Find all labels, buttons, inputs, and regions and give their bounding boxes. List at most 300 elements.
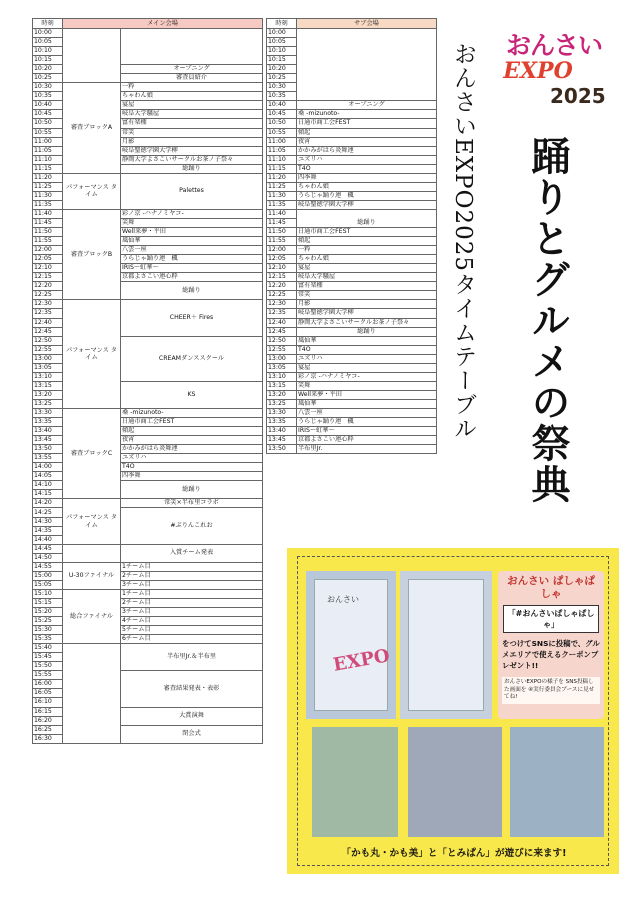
time-cell: 13:10 <box>267 372 297 381</box>
time-cell: 11:00 <box>267 137 297 146</box>
table-row <box>33 300 263 309</box>
block-cell: パフォーマンス タイム <box>63 300 121 409</box>
time-cell: 12:10 <box>267 264 297 273</box>
program-cell: 彩ノ京 -ハナノミヤコ- <box>297 372 437 381</box>
table-row <box>267 282 437 291</box>
program-cell: ちゃわん娘 <box>297 255 437 264</box>
mascot-kamomi-photo <box>408 727 502 837</box>
program-cell: うらじゃ踊り連 楓 <box>121 255 263 264</box>
time-cell: 16:20 <box>33 716 63 725</box>
table-row <box>267 155 437 164</box>
program-cell: ちゃわん娘 <box>297 182 437 191</box>
paper-logo: EXPO <box>331 645 392 676</box>
program-cell: 大賞演舞 <box>121 707 263 725</box>
program-cell: 月影 <box>121 137 263 146</box>
program-cell: 3チーム目 <box>121 608 263 617</box>
block-cell: パフォーマンス タイム <box>63 173 121 209</box>
table-row <box>33 173 263 182</box>
block-cell <box>63 29 121 83</box>
mascot-kamomaru-photo <box>312 727 398 837</box>
expo-logo <box>492 22 616 114</box>
time-cell: 11:55 <box>267 237 297 246</box>
time-cell: 11:20 <box>33 173 63 182</box>
time-cell: 13:20 <box>267 390 297 399</box>
time-cell: 16:15 <box>33 707 63 716</box>
time-cell: 14:20 <box>33 499 63 508</box>
time-cell: 14:15 <box>33 490 63 499</box>
time-cell: 14:05 <box>33 472 63 481</box>
time-cell: 15:10 <box>33 589 63 598</box>
table-row <box>267 300 437 309</box>
table-row <box>267 264 437 273</box>
time-cell: 15:45 <box>33 653 63 662</box>
time-cell: 11:45 <box>33 218 63 227</box>
time-cell: 11:15 <box>33 164 63 173</box>
program-cell: 風仙華 <box>297 399 437 408</box>
time-cell: 13:00 <box>33 354 63 363</box>
block-cell: 審査ブロックC <box>63 408 121 498</box>
time-cell: 12:15 <box>33 273 63 282</box>
program-cell: Well来夢・平田 <box>297 390 437 399</box>
program-cell: 京都よさこい連心粋 <box>121 273 263 282</box>
logo-text: おんさい <box>505 31 602 60</box>
program-cell: 夜宵 <box>297 137 437 146</box>
time-cell: 13:30 <box>33 408 63 417</box>
time-cell: 12:20 <box>33 282 63 291</box>
program-cell: ユズリハ <box>297 155 437 164</box>
time-cell: 14:35 <box>33 526 63 535</box>
table-row <box>267 408 437 417</box>
program-cell: 月影 <box>297 300 437 309</box>
time-cell: 13:35 <box>33 418 63 427</box>
table-row <box>33 544 263 553</box>
block-cell: パフォーマンス タイム <box>63 499 121 544</box>
time-cell: 10:25 <box>267 74 297 83</box>
program-cell: CREAMダンススクール <box>121 336 263 381</box>
pashapasha-hashtag: 「#おんさいぱしゃぱしゃ」 <box>503 605 599 633</box>
program-cell: 2チーム目 <box>121 571 263 580</box>
table-row <box>267 399 437 408</box>
time-cell: 10:15 <box>33 56 63 65</box>
program-cell: 審査員紹介 <box>121 74 263 83</box>
time-cell: 14:00 <box>33 463 63 472</box>
program-cell: かかみがはら炎舞連 <box>121 445 263 454</box>
program-cell: うらじゃ踊り連 楓 <box>297 191 437 200</box>
table-row <box>267 101 437 110</box>
program-cell: Palettes <box>121 173 263 209</box>
time-cell: 10:10 <box>33 47 63 56</box>
main-venue-table <box>32 18 263 744</box>
logo-expo-text: EXPO <box>503 58 573 84</box>
time-cell: 15:40 <box>33 644 63 653</box>
program-cell: 静岡大学よさこいサークルお茶ノ子祭々 <box>297 318 437 327</box>
time-cell: 13:15 <box>33 381 63 390</box>
vertical-tagline: 踊りとグルメの祭典 <box>525 136 571 505</box>
paper-sheet <box>314 579 392 711</box>
program-cell: 総踊り <box>297 209 437 227</box>
time-cell: 10:45 <box>267 110 297 119</box>
program-cell: 一粋 <box>121 83 263 92</box>
time-cell: 12:25 <box>267 291 297 300</box>
program-cell: 桑 -mizunoto- <box>297 110 437 119</box>
time-cell: 14:30 <box>33 517 63 526</box>
time-cell: 10:05 <box>267 38 297 47</box>
pashapasha-body: をつけてSNSに投稿で、グルメエリアで使えるクーポンプレゼント!! <box>502 639 600 670</box>
program-cell: 2チーム目 <box>121 598 263 607</box>
time-cell: 16:05 <box>33 689 63 698</box>
time-cell: 10:20 <box>267 65 297 74</box>
program-cell: 一粋 <box>297 246 437 255</box>
time-cell: 12:35 <box>267 309 297 318</box>
time-cell: 13:05 <box>33 363 63 372</box>
time-cell: 13:10 <box>33 372 63 381</box>
program-cell: ちゃわん娘 <box>121 92 263 101</box>
time-cell: 15:25 <box>33 617 63 626</box>
program-cell: 5チーム目 <box>121 626 263 635</box>
time-cell: 10:30 <box>33 83 63 92</box>
program-cell: KS <box>121 381 263 408</box>
program-cell <box>121 29 263 65</box>
program-cell: Well来夢・平田 <box>121 228 263 237</box>
program-cell: IRIS〜虹華〜 <box>297 427 437 436</box>
table-row <box>33 562 263 571</box>
time-cell: 11:05 <box>33 146 63 155</box>
time-cell: 10:00 <box>267 29 297 38</box>
program-cell: ユズリハ <box>121 454 263 463</box>
time-cell: 12:55 <box>33 345 63 354</box>
program-cell: 岐阜聖徳学園大学柳 <box>297 309 437 318</box>
table-row <box>267 146 437 155</box>
program-cell: 笑舞 <box>297 381 437 390</box>
program-cell: 総踊り <box>121 481 263 499</box>
program-cell: 岐阜聖徳学園大学柳 <box>121 146 263 155</box>
time-cell: 13:25 <box>267 399 297 408</box>
program-cell: 日通市商工会FEST <box>297 228 437 237</box>
time-cell: 11:30 <box>33 191 63 200</box>
table-row <box>267 372 437 381</box>
program-cell: かかみがはら炎舞連 <box>297 146 437 155</box>
vertical-title: おんさいEXPO2025タイムテーブル <box>450 42 476 441</box>
program-cell: 4チーム目 <box>121 617 263 626</box>
program-cell: 総踊り <box>297 327 437 336</box>
time-cell: 14:55 <box>33 562 63 571</box>
program-cell: うらじゃ踊り連 楓 <box>297 418 437 427</box>
pashapasha-box <box>498 571 604 719</box>
program-cell: CHEER＋ Fires <box>121 300 263 336</box>
program-cell: 傾起 <box>297 128 437 137</box>
table-row <box>267 318 437 327</box>
time-cell: 12:40 <box>267 318 297 327</box>
block-cell <box>63 644 121 744</box>
program-cell: 風仙華 <box>297 336 437 345</box>
table-row <box>267 237 437 246</box>
program-cell: 四季舞 <box>121 472 263 481</box>
time-cell: 13:15 <box>267 381 297 390</box>
header-venue: サブ会場 <box>297 19 437 29</box>
time-cell: 11:20 <box>267 173 297 182</box>
table-row <box>267 427 437 436</box>
time-cell: 13:55 <box>33 454 63 463</box>
time-cell: 15:50 <box>33 662 63 671</box>
time-cell: 14:25 <box>33 508 63 517</box>
mascot-tomipan-photo <box>510 727 604 837</box>
table-row <box>267 345 437 354</box>
program-cell: 四季舞 <box>297 173 437 182</box>
time-cell: 12:10 <box>33 264 63 273</box>
time-cell: 15:05 <box>33 580 63 589</box>
time-cell: 12:05 <box>33 255 63 264</box>
table-row <box>267 119 437 128</box>
table-row <box>267 137 437 146</box>
time-cell: 13:30 <box>267 408 297 417</box>
time-cell: 10:40 <box>33 101 63 110</box>
time-cell: 13:20 <box>33 390 63 399</box>
table-row <box>33 499 263 508</box>
table-row <box>267 173 437 182</box>
table-row <box>267 228 437 237</box>
table-row <box>267 200 437 209</box>
table-row <box>33 589 263 598</box>
program-cell: 桑 -mizunoto- <box>121 408 263 417</box>
time-cell: 10:40 <box>267 101 297 110</box>
time-cell: 14:45 <box>33 544 63 553</box>
time-cell: 12:40 <box>33 318 63 327</box>
program-cell: T4O <box>297 164 437 173</box>
time-cell: 10:00 <box>33 29 63 38</box>
program-cell: 常笑 <box>297 291 437 300</box>
time-cell: 12:00 <box>33 246 63 255</box>
table-row <box>267 246 437 255</box>
program-cell: 入賞チーム発表 <box>121 544 263 562</box>
table-row <box>33 408 263 417</box>
program-cell: 宴屋 <box>297 363 437 372</box>
table-row <box>267 273 437 282</box>
program-cell: 岐阜聖徳学園大学柳 <box>297 200 437 209</box>
time-cell: 10:10 <box>267 47 297 56</box>
time-cell: 14:50 <box>33 553 63 562</box>
time-cell: 12:05 <box>267 255 297 264</box>
program-cell: IRIS〜虹華〜 <box>121 264 263 273</box>
table-row <box>267 381 437 390</box>
table-row <box>267 128 437 137</box>
program-cell: #ぷりんこれお <box>121 508 263 544</box>
time-cell: 14:10 <box>33 481 63 490</box>
time-cell: 15:20 <box>33 608 63 617</box>
program-cell: 傾起 <box>297 237 437 246</box>
table-row <box>267 191 437 200</box>
program-cell: 常笑 <box>121 128 263 137</box>
time-cell: 10:05 <box>33 38 63 47</box>
table-row <box>267 291 437 300</box>
time-cell: 15:00 <box>33 571 63 580</box>
time-cell: 11:55 <box>33 237 63 246</box>
program-cell: 閉会式 <box>121 725 263 743</box>
table-row <box>267 354 437 363</box>
time-cell: 10:25 <box>33 74 63 83</box>
table-row <box>33 29 263 38</box>
time-cell: 10:35 <box>267 92 297 101</box>
time-cell: 16:30 <box>33 734 63 743</box>
time-cell: 11:40 <box>33 209 63 218</box>
program-cell: 静岡大学よさこいサークルお茶ノ子祭々 <box>121 155 263 164</box>
program-cell: 岐阜大学騒屋 <box>297 273 437 282</box>
time-cell: 11:50 <box>267 228 297 237</box>
program-cell: 八雲一座 <box>297 408 437 417</box>
time-cell: 11:50 <box>33 228 63 237</box>
time-cell: 12:15 <box>267 273 297 282</box>
table-row <box>267 327 437 336</box>
time-cell: 16:25 <box>33 725 63 734</box>
program-cell: 日通市商工会FEST <box>121 418 263 427</box>
sns-screenshot-photo <box>306 571 396 719</box>
table-row <box>267 255 437 264</box>
table-row <box>267 363 437 372</box>
program-cell: 半布里Jr. <box>297 445 437 454</box>
time-cell: 13:50 <box>33 445 63 454</box>
time-cell: 10:50 <box>33 119 63 128</box>
block-cell: 審査ブロックA <box>63 83 121 173</box>
header-venue: メイン会場 <box>63 19 263 29</box>
promo-box <box>287 548 619 874</box>
mascot-caption: 「かも丸・かも美」と「とみぱん」が遊びに来ます! <box>341 848 567 859</box>
time-cell: 12:55 <box>267 345 297 354</box>
promo-dashed-border <box>297 556 609 866</box>
header-time: 時刻 <box>33 19 63 29</box>
time-cell: 10:35 <box>33 92 63 101</box>
program-cell: 笑舞 <box>121 218 263 227</box>
time-cell: 13:35 <box>267 418 297 427</box>
program-cell: 審査結果発表・表彰 <box>121 671 263 707</box>
time-cell: 13:40 <box>33 427 63 436</box>
sns-screenshot-photo-2 <box>400 571 492 719</box>
poster-header <box>440 16 620 536</box>
program-cell: 3チーム目 <box>121 580 263 589</box>
time-cell: 15:55 <box>33 671 63 680</box>
program-cell: 総踊り <box>121 282 263 300</box>
time-cell: 11:40 <box>267 209 297 218</box>
time-cell: 13:00 <box>267 354 297 363</box>
time-cell: 11:05 <box>267 146 297 155</box>
time-cell: 11:10 <box>33 155 63 164</box>
table-row <box>267 110 437 119</box>
sub-venue-table <box>266 18 437 454</box>
time-cell: 16:10 <box>33 698 63 707</box>
time-cell: 10:45 <box>33 110 63 119</box>
time-cell: 10:15 <box>267 56 297 65</box>
table-row <box>267 164 437 173</box>
time-cell: 11:25 <box>33 182 63 191</box>
time-cell: 11:30 <box>267 191 297 200</box>
header-time: 時刻 <box>267 19 297 29</box>
program-cell: T4O <box>121 463 263 472</box>
program-cell: 常笑×半布里コラボ <box>121 499 263 508</box>
table-row <box>267 418 437 427</box>
program-cell: 半布里Jr.＆半布里 <box>121 644 263 671</box>
pashapasha-title: おんさい ぱしゃぱしゃ <box>507 575 595 600</box>
time-cell: 12:45 <box>33 327 63 336</box>
time-cell: 15:15 <box>33 598 63 607</box>
program-cell: オープニング <box>297 101 437 110</box>
program-cell: 富有楽種 <box>297 282 437 291</box>
program-cell: 風仙華 <box>121 237 263 246</box>
time-cell: 12:00 <box>267 246 297 255</box>
block-cell: 審査ブロックB <box>63 209 121 299</box>
time-cell: 12:25 <box>33 291 63 300</box>
table-row <box>267 390 437 399</box>
time-cell: 12:50 <box>267 336 297 345</box>
time-cell: 13:45 <box>33 436 63 445</box>
table-row <box>267 436 437 445</box>
paper-title: おんさい <box>327 595 359 604</box>
block-cell <box>63 544 121 562</box>
program-cell: 総踊り <box>121 164 263 173</box>
pashapasha-note: おんさいEXPOの様子を SNS投稿した画面を ④実行委員会ブースに見せてね! <box>502 677 600 704</box>
time-cell: 12:30 <box>267 300 297 309</box>
program-cell: 京都よさこい連心粋 <box>297 436 437 445</box>
time-cell: 12:20 <box>267 282 297 291</box>
time-cell: 11:15 <box>267 164 297 173</box>
time-cell: 13:50 <box>267 445 297 454</box>
time-cell: 13:05 <box>267 363 297 372</box>
table-row <box>33 209 263 218</box>
program-cell: 日通市商工会FEST <box>297 119 437 128</box>
table-row <box>267 209 437 218</box>
time-cell: 11:25 <box>267 182 297 191</box>
program-cell: オープニング <box>121 65 263 74</box>
logo-year: 2025 <box>550 84 606 108</box>
time-cell: 10:55 <box>33 128 63 137</box>
program-cell: 1チーム目 <box>121 562 263 571</box>
time-cell: 10:50 <box>267 119 297 128</box>
time-cell: 10:20 <box>33 65 63 74</box>
table-row <box>33 83 263 92</box>
program-cell: 富有楽種 <box>121 119 263 128</box>
program-cell: 宴屋 <box>121 101 263 110</box>
program-cell: 岐阜大学騒屋 <box>121 110 263 119</box>
block-cell: U-30ファイナル <box>63 562 121 589</box>
time-cell: 14:40 <box>33 535 63 544</box>
time-cell: 16:00 <box>33 680 63 689</box>
time-cell: 10:30 <box>267 83 297 92</box>
time-cell: 11:35 <box>267 200 297 209</box>
table-row <box>267 336 437 345</box>
time-cell: 12:30 <box>33 300 63 309</box>
time-cell: 13:40 <box>267 427 297 436</box>
block-cell: 総合ファイナル <box>63 589 121 643</box>
time-cell: 12:35 <box>33 309 63 318</box>
program-cell: 宴屋 <box>297 264 437 273</box>
paper-sheet <box>408 579 484 711</box>
program-cell <box>297 29 437 101</box>
program-cell: 傾起 <box>121 427 263 436</box>
program-cell: 夜宵 <box>121 436 263 445</box>
time-cell: 11:00 <box>33 137 63 146</box>
program-cell: 八雲一座 <box>121 246 263 255</box>
time-cell: 11:45 <box>267 218 297 227</box>
time-cell: 11:35 <box>33 200 63 209</box>
program-cell: 1チーム目 <box>121 589 263 598</box>
program-cell: ユズリハ <box>297 354 437 363</box>
program-cell: T4O <box>297 345 437 354</box>
table-row <box>33 644 263 653</box>
time-cell: 15:35 <box>33 635 63 644</box>
table-row <box>267 309 437 318</box>
time-cell: 13:25 <box>33 399 63 408</box>
table-row <box>267 29 437 38</box>
program-cell: 6チーム目 <box>121 635 263 644</box>
time-cell: 15:30 <box>33 626 63 635</box>
time-cell: 10:55 <box>267 128 297 137</box>
